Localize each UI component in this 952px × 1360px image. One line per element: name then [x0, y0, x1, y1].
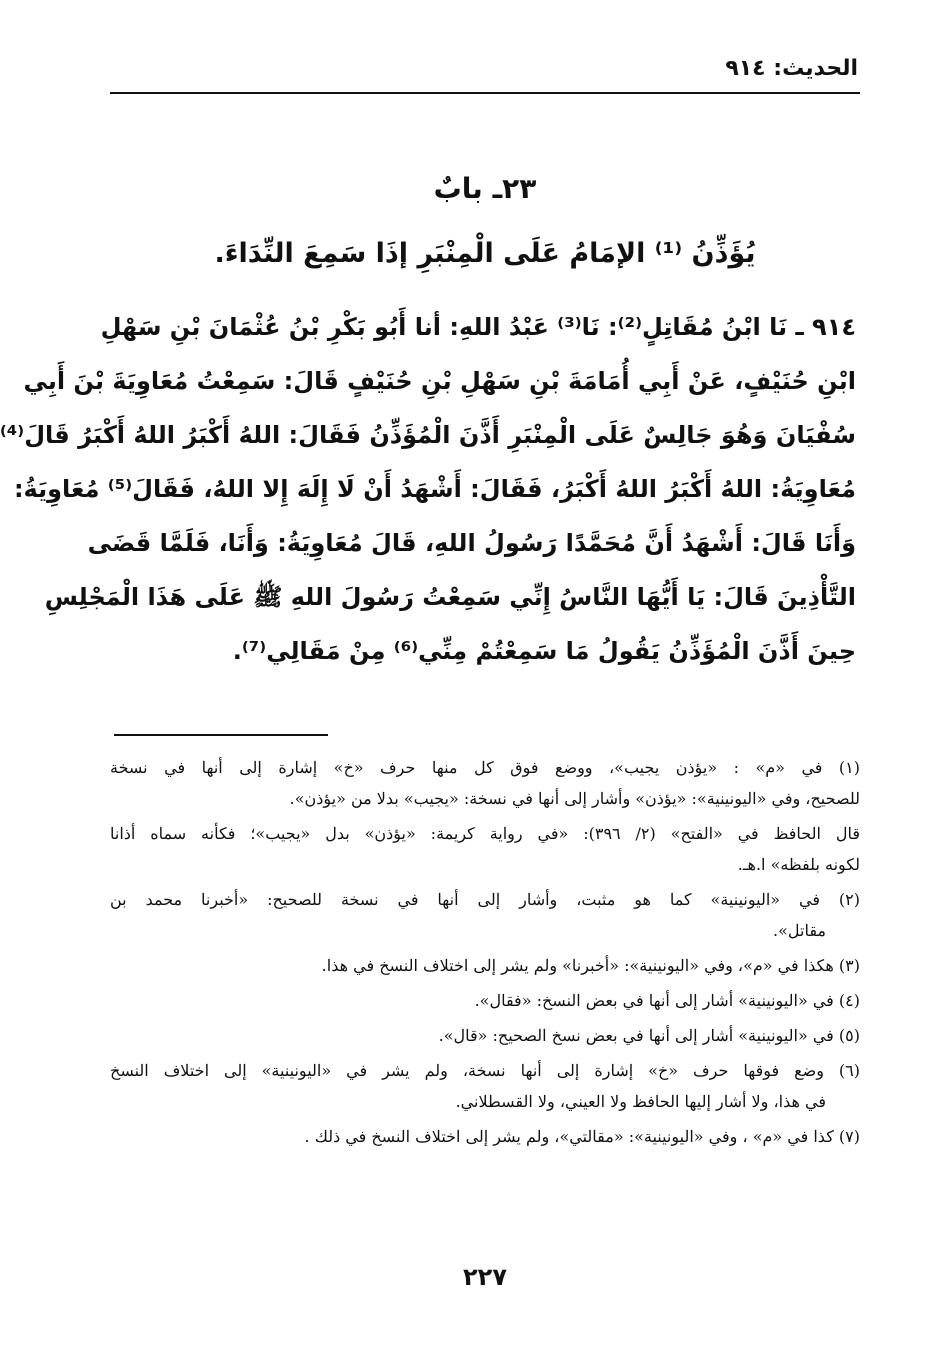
footnote-5 — [110, 1020, 860, 1051]
hadith-line: ابْنِ حُنَيْفٍ، عَنْ أَبِي أُمَامَةَ بْنِ سَهْلِ بْنِ حُنَيْفٍ قَالَ: سَمِعْتُ مُعَاوِيَةَ بْنَ أَبِي — [23, 367, 856, 395]
footnote-7 — [110, 1121, 860, 1152]
footnote-line: لكونه بلفظه» ا.هـ. — [737, 855, 860, 874]
hadith-line: التَّأْذِينَ قَالَ: يَا أَيُّهَا النَّاسُ إِنِّي سَمِعْتُ رَسُولَ اللهِ ﷺ عَلَى هَذَا الْمَجْلِسِ — [44, 583, 856, 611]
footnote-line: للصحيح، وفي «اليونينية»: «يؤذن» وأشار إلى أنها في نسخة: «يجيب» بدلا من «يؤذن». — [289, 789, 860, 808]
chapter-subtitle: يُؤَذِّنُ ⁽¹⁾ الإمَامُ عَلَى الْمِنْبَرِ إذَا سَمِعَ النِّدَاءَ. — [214, 238, 756, 269]
footnote-line: (١) في «م» : «يؤذن يجيب»، ووضع فوق كل منها حرف «خ» إشارة إلى أنها في نسخة — [110, 758, 860, 777]
hadith-line: سُفْيَانَ وَهُوَ جَالِسٌ عَلَى الْمِنْبَرِ أَذَّنَ الْمُؤَذِّنُ فَقَالَ: اللهُ أَكْبَرُ اللهُ أَكْبَرُ قَالَ⁽⁴⁾ — [0, 421, 856, 449]
footnote-1-continued — [110, 818, 860, 880]
footnote-line: (٢) في «اليونينية» كما هو مثبت، وأشار إلى أنها في نسخة للصحيح: «أخبرنا محمد بن — [110, 890, 861, 909]
footnotes — [110, 752, 860, 1156]
running-title: الحديث: ٩١٤ — [725, 56, 858, 81]
chapter-title: ٢٣ـ بابٌ — [433, 172, 537, 205]
footnote-divider — [114, 734, 328, 736]
footnote-1 — [110, 752, 860, 814]
hadith-text — [0, 300, 856, 678]
hadith-line: مُعَاوِيَةُ: اللهُ أَكْبَرُ اللهُ أَكْبَرُ، فَقَالَ: أَشْهَدُ أَنْ لَا إِلَهَ إِلا اللهُ، فَقَالَ⁽⁵⁾ مُعَاوِيَةُ: — [13, 475, 856, 503]
footnote-line: مقاتل». — [773, 921, 826, 940]
running-header — [110, 52, 860, 94]
page-number: ٢٢٧ — [463, 1263, 507, 1291]
footnote-line: (٣) هكذا في «م»، وفي «اليونينية»: «أخبرنا» ولم يشر إلى اختلاف النسخ في هذا. — [321, 956, 860, 975]
footnote-3 — [110, 950, 860, 981]
footnote-line: (٧) كذا في «م» ، وفي «اليونينية»: «مقالتي»، ولم يشر إلى اختلاف النسخ في ذلك . — [304, 1127, 860, 1146]
footnote-line: (٥) في «اليونينية» أشار إلى أنها في بعض نسخ الصحيح: «قال». — [438, 1026, 860, 1045]
footnote-line: (٦) وضع فوقها حرف «خ» إشارة إلى أنها نسخة، ولم يشر في «اليونينية» إلى اختلاف النسخ — [110, 1061, 860, 1080]
footnote-4 — [110, 985, 860, 1016]
footnote-line: (٤) في «اليونينية» أشار إلى أنها في بعض النسخ: «فقال». — [474, 991, 860, 1010]
footnote-line: في هذا، ولا أشار إليها الحافظ ولا العيني، ولا القسطلاني. — [455, 1092, 826, 1111]
hadith-line: وَأَنَا قَالَ: أَشْهَدُ أَنَّ مُحَمَّدًا رَسُولُ اللهِ، قَالَ مُعَاوِيَةُ: وَأَنَا، فَلَمَّا قَضَى — [87, 529, 856, 557]
footnote-2 — [110, 884, 860, 946]
footnote-6 — [110, 1055, 860, 1117]
hadith-line: ٩١٤ ـ نَا ابْنُ مُقَاتِلٍ⁽²⁾: نَا⁽³⁾ عَبْدُ اللهِ: أنا أَبُو بَكْرِ بْنُ عُثْمَانَ بْنِ سَهْلِ — [100, 313, 856, 341]
hadith-line: حِينَ أَذَّنَ الْمُؤَذِّنُ يَقُولُ مَا سَمِعْتُمْ مِنِّي⁽⁶⁾ مِنْ مَقَالِي⁽⁷⁾. — [232, 637, 856, 665]
footnote-line: قال الحافظ في «الفتح» (٢/ ٣٩٦): «في رواية كريمة: «يؤذن» بدل «يجيب»؛ فكأنه سماه أذانا — [110, 824, 860, 843]
